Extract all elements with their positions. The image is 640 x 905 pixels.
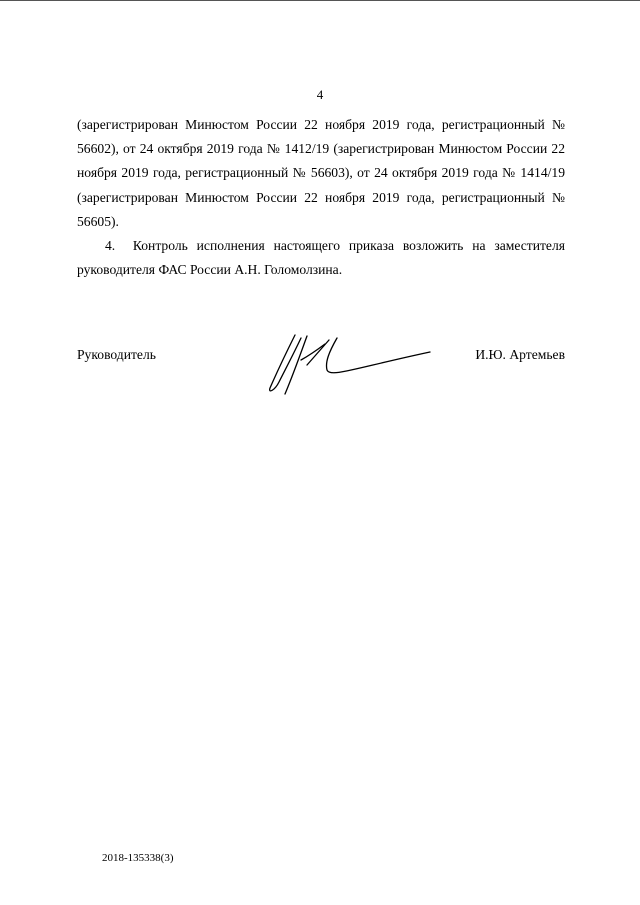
paragraph-continued: (зарегистрирован Минюстом России 22 ноября 2019 года, регистрационный № 56602), от 24 октября 2019 года № 1412/19 (зарегистрирован Минюстом России 22 ноября 2019 года, регистрационный № 56603), от 24 октября 2019 года № 1414/19 (зарегистрирован Минюстом России 22 ноября 2019 года, регистрационный № 56605). bbox=[77, 117, 565, 229]
paragraph-item-4 bbox=[77, 234, 565, 282]
item-number: 4. bbox=[105, 238, 116, 254]
item-text: Контроль исполнения настоящего приказа возложить на заместителя руководителя ФАС России А.Н. Голомолзина. bbox=[77, 238, 565, 278]
page-number: 4 bbox=[316, 87, 324, 102]
signature-icon bbox=[255, 330, 435, 400]
signatory-role: Руководитель bbox=[77, 347, 156, 362]
page-top-border bbox=[0, 0, 640, 1]
document-body bbox=[77, 113, 565, 282]
signatory-name: И.Ю. Артемьев bbox=[475, 347, 565, 362]
document-registration-code: 2018-135338(3) bbox=[102, 852, 174, 864]
